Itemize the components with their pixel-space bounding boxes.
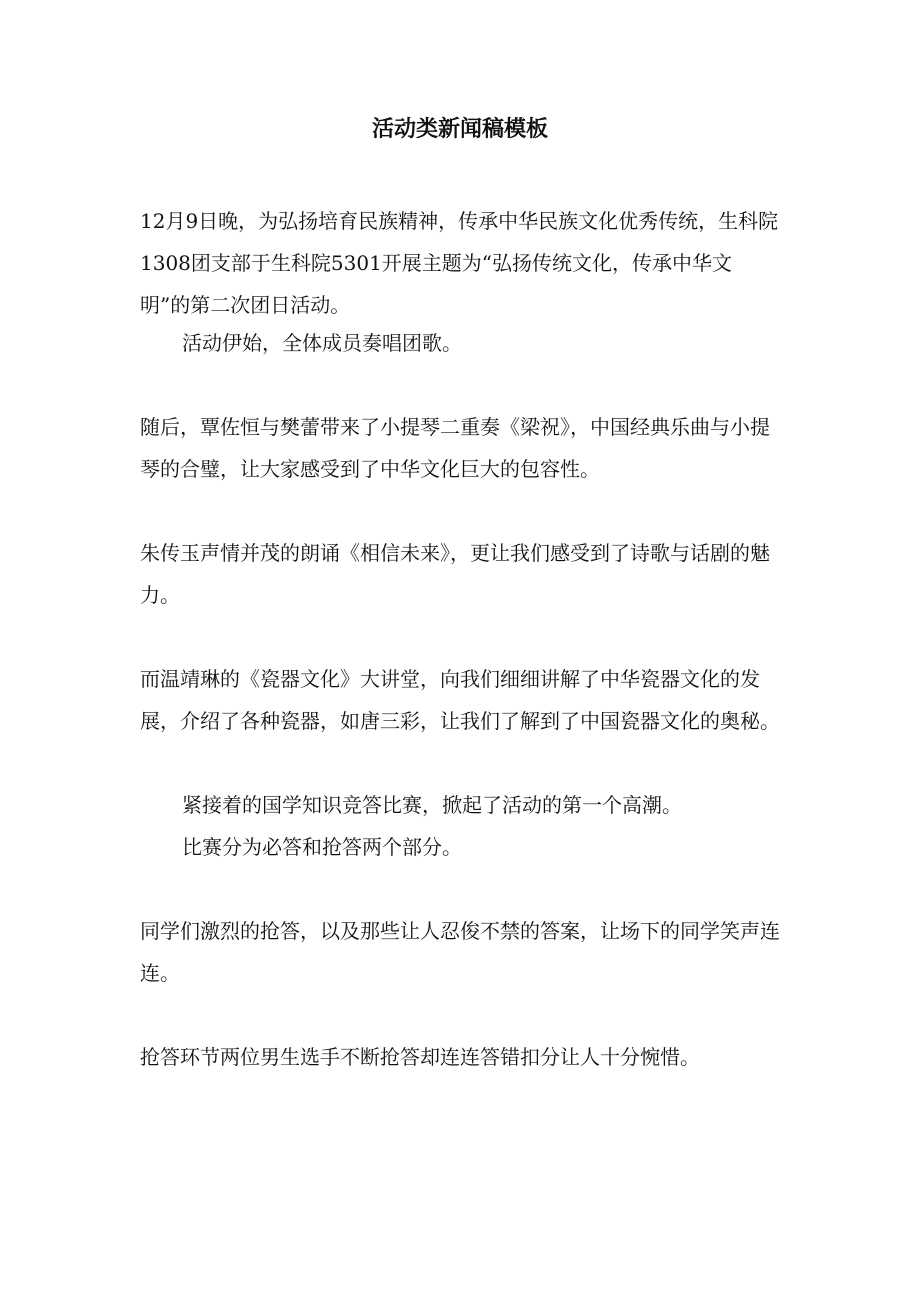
- paragraph-recitation: 朱传玉声情并茂的朗诵《相信未来》，更让我们感受到了诗歌与话剧的魅力。: [140, 541, 770, 607]
- paragraph-event-intro: 12月9日晚，为弘扬培育民族精神，传承中华民族文化优秀传统，生科院1308团支部于生科院5301开展主题为“弘扬传统文化，传承中华文明”的第二次团日活动。: [140, 209, 779, 317]
- paragraph-quiz-format: 比赛分为必答和抢答两个部分。: [182, 835, 462, 859]
- paragraph-porcelain-lecture: 而温靖琳的《瓷器文化》大讲堂，向我们细细讲解了中华瓷器文化的发展，介绍了各种瓷器，如唐三彩，让我们了解到了中国瓷器文化的奥秘。: [140, 667, 780, 733]
- paragraph-violin-duet: 随后，覃佐恒与樊蕾带来了小提琴二重奏《梁祝》，中国经典乐曲与小提琴的合璧，让大家感受到了中华文化巨大的包容性。: [140, 415, 770, 481]
- paragraph-quiz-laughter: 同学们激烈的抢答，以及那些让人忍俊不禁的答案，让场下的同学笑声连连。: [140, 919, 780, 985]
- document-title: 活动类新闻稿模板: [371, 116, 548, 142]
- paragraph-opening: 活动伊始，全体成员奏唱团歌。: [182, 331, 462, 355]
- paragraph-quiz-start: 紧接着的国学知识竞答比赛，掀起了活动的第一个高潮。: [182, 793, 682, 817]
- paragraph-quiz-penalty: 抢答环节两位男生选手不断抢答却连连答错扣分让人十分惋惜。: [140, 1045, 700, 1069]
